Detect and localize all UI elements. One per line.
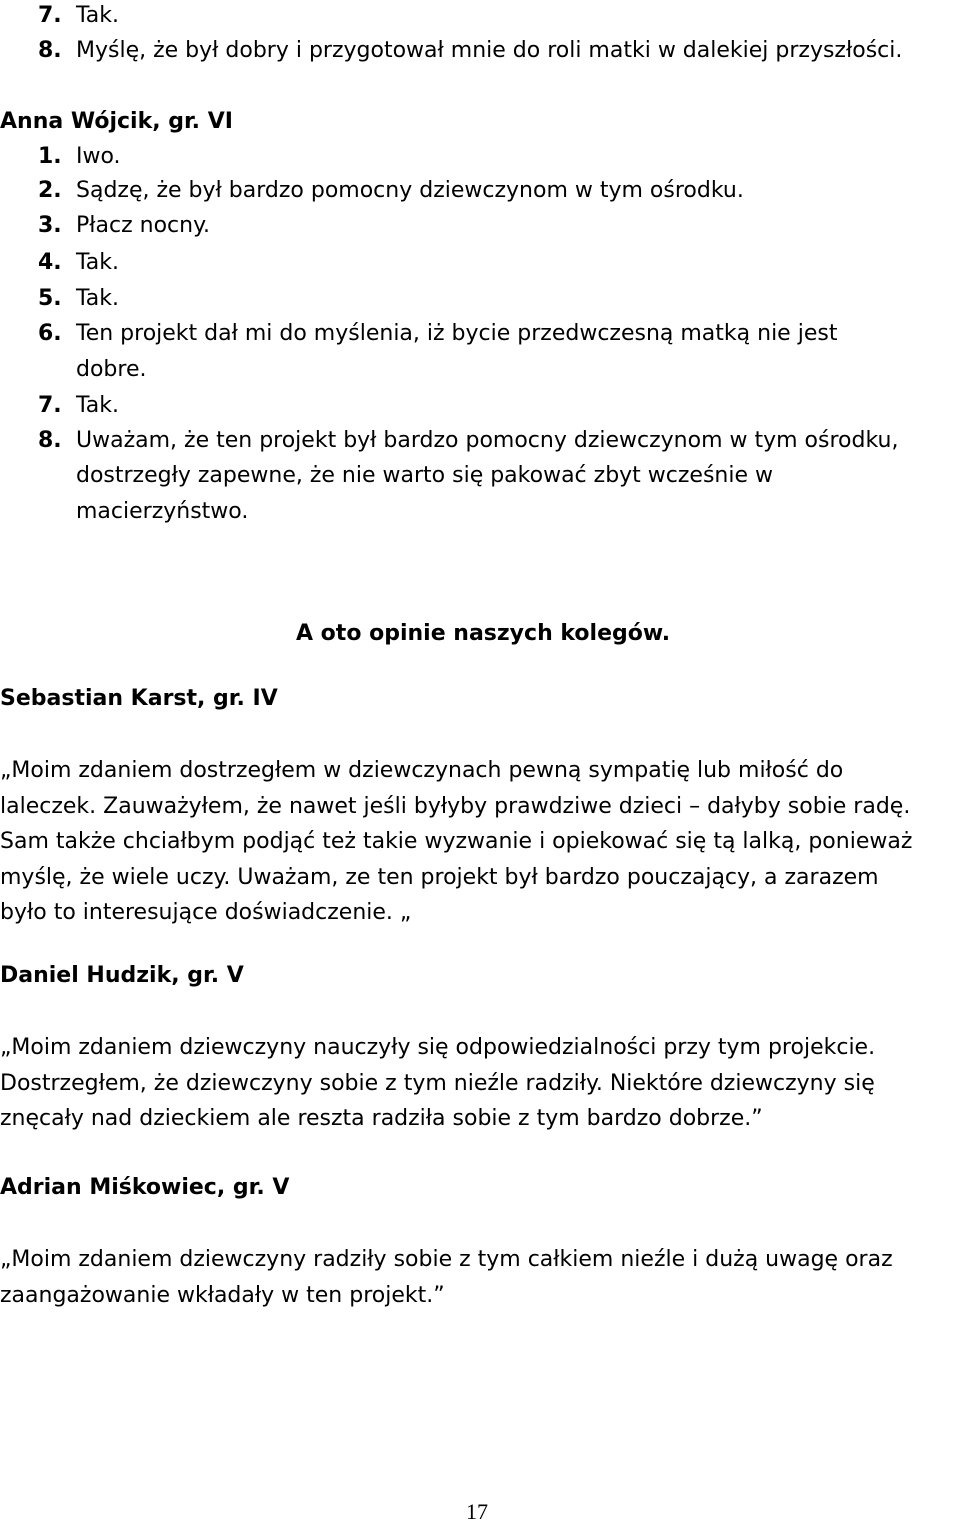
section-title: A oto opinie naszych kolegów. [296,621,671,646]
respondent-heading-sebastian: Sebastian Karst, gr. IV [0,686,278,711]
paragraph-line: myślę, że wiele uczy. Uważam, ze ten projekt był bardzo pouczający, a zarazem [0,864,879,890]
respondent-heading-daniel: Daniel Hudzik, gr. V [0,963,244,988]
list-item [38,319,837,349]
list-item-number: 6. [38,321,62,346]
list-item-text: Tak. [76,286,120,311]
opinion-paragraph-daniel [0,1030,960,1137]
paragraph-line: „Moim zdaniem dziewczyny radziły sobie z tym całkiem nieźle i dużą uwagę oraz [0,1247,893,1272]
list-item [38,142,121,172]
list-item-number: 4. [38,250,62,275]
page-number: 17 [466,1499,488,1524]
paragraph-line: Dostrzegłem, że dziewczyny sobie z tym nieźle radziły. Niektóre dziewczyny się [0,1070,875,1096]
list-item [38,1,119,31]
paragraph-line: zaangażowanie wkładały w ten projekt.” [0,1282,445,1308]
paragraph-line: „Moim zdaniem dziewczyny nauczyły się odpowiedzialności przy tym projekcie. [0,1035,876,1060]
list-item [38,391,119,421]
list-item [38,284,119,314]
opinion-paragraph-adrian [0,1242,960,1313]
paragraph-line: laleczek. Zauważyłem, że nawet jeśli byłyby prawdziwe dzieci – dałyby sobie radę. [0,793,911,819]
list-item-text: Iwo. [76,144,121,169]
list-item-text: Tak. [76,393,120,418]
list-item [38,211,210,241]
list-item-text: Tak. [76,3,120,28]
paragraph-line: Sam także chciałbym podjąć też takie wyzwanie i opiekować się tą lalką, ponieważ [0,829,913,854]
list-item-number: 1. [38,144,62,169]
paragraph-line: było to interesujące doświadczenie. „ [0,900,412,925]
list-item-continuation: dostrzegły zapewne, że nie warto się pakować zbyt wcześnie w [76,463,774,488]
list-item-number: 7. [38,3,62,28]
list-item-number: 5. [38,286,62,311]
respondent-heading-anna: Anna Wójcik, gr. VI [0,109,233,134]
list-item-text: Płacz nocny. [76,213,210,238]
paragraph-line: znęcały nad dzieckiem ale reszta radziła sobie z tym bardzo dobrze.” [0,1106,763,1131]
list-item-continuation: macierzyństwo. [76,499,249,524]
list-item-number: 2. [38,178,62,203]
list-item [38,248,119,278]
opinion-paragraph-sebastian [0,753,960,931]
list-item-number: 7. [38,393,62,418]
list-item-number: 8. [38,428,62,453]
list-item-text: Uważam, że ten projekt był bardzo pomocny dziewczynom w tym ośrodku, [76,428,899,453]
respondent-heading-adrian: Adrian Miśkowiec, gr. V [0,1175,290,1200]
list-item [38,426,898,456]
list-item-text: Sądzę, że był bardzo pomocny dziewczynom w tym ośrodku. [76,178,744,203]
list-item-text: Myślę, że był dobry i przygotował mnie do roli matki w dalekiej przyszłości. [76,38,903,63]
list-item-continuation: dobre. [76,357,147,382]
list-item-text: Ten projekt dał mi do myślenia, iż bycie przedwczesną matką nie jest [76,321,838,346]
list-item [38,176,744,206]
list-item [38,36,902,66]
list-item-number: 8. [38,38,62,63]
list-item-number: 3. [38,213,62,238]
list-item-text: Tak. [76,250,120,275]
paragraph-line: „Moim zdaniem dostrzegłem w dziewczynach pewną sympatię lub miłość do [0,758,844,783]
